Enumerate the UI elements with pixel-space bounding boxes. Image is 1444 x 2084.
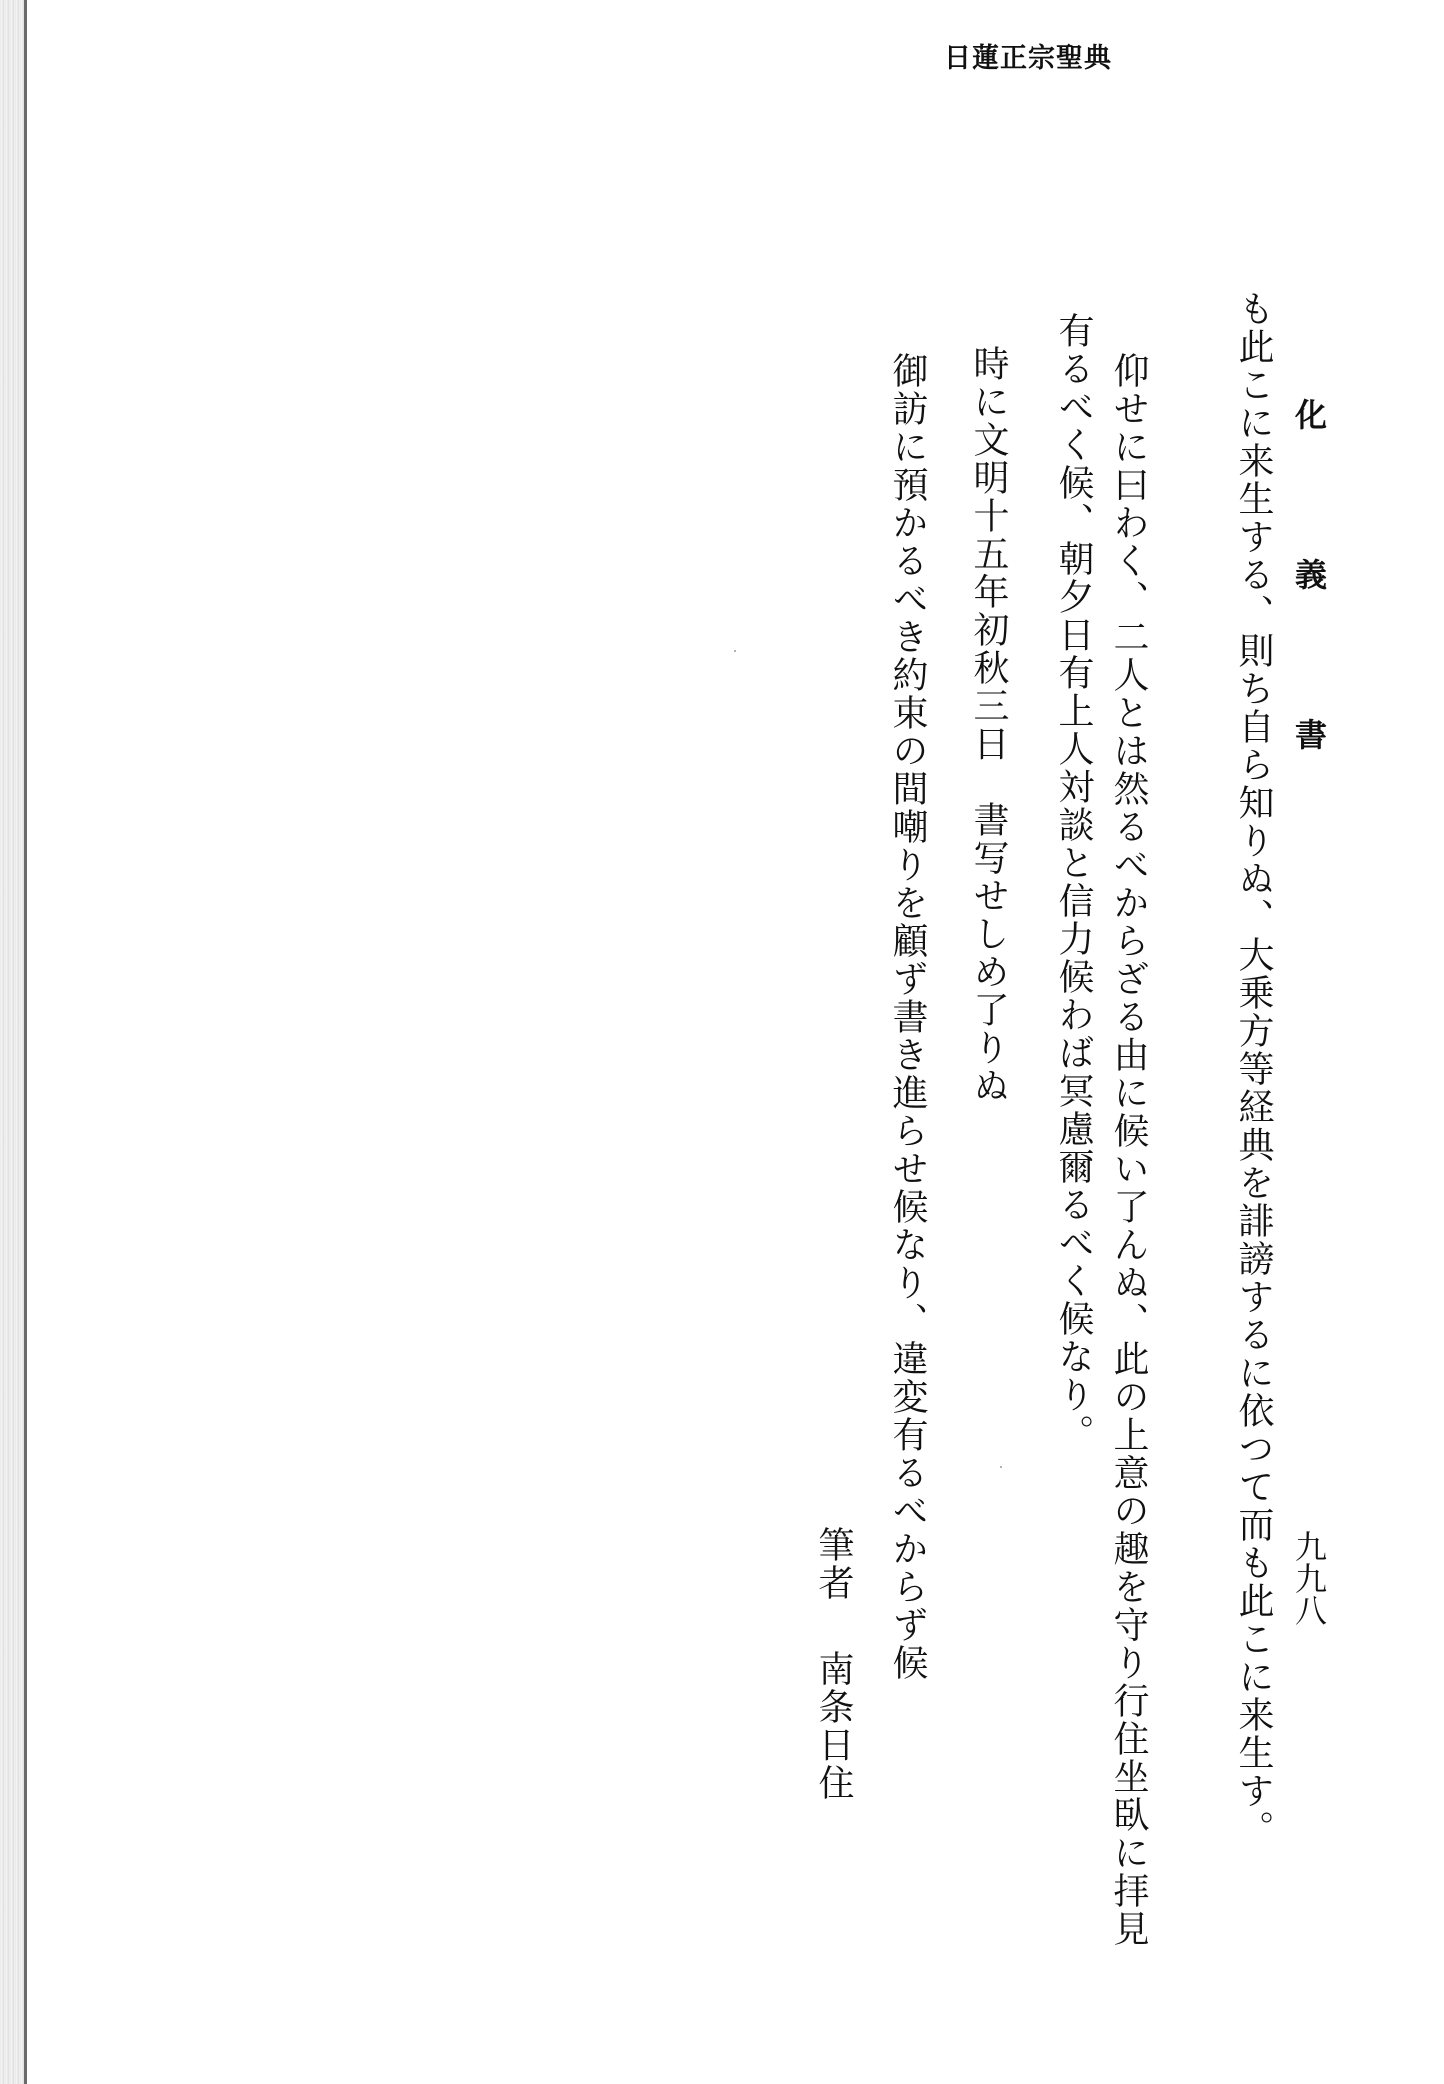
- signature-role: 筆者: [813, 1526, 854, 1602]
- binding-gutter-line: [24, 0, 27, 2084]
- text-line: 時に文明十五年初秋三日 書写せしめ了りぬ: [968, 345, 1009, 1105]
- signature-name: 南条日住: [813, 1650, 854, 1802]
- text-line: 御訪に預かるべき約束の間嘲りを顧ず書き進らせ候なり、違変有るべからず候: [887, 352, 928, 1682]
- scan-speck: [734, 650, 736, 652]
- scan-speck: [1000, 1466, 1002, 1468]
- text-line: 有るべく候、朝夕日有上人対談と信力候わば冥慮爾るべく候なり。: [1053, 312, 1094, 1452]
- text-line: 仰せに曰わく、二人とは然るべからざる由に候い了んぬ、此の上意の趣を守り行住坐臥に拝見: [1108, 352, 1149, 1948]
- running-header-title: 日蓮正宗聖典: [944, 43, 1112, 74]
- document-title: 化 義 書: [1290, 398, 1328, 798]
- book-binding-edge: [0, 0, 24, 2084]
- page-number: 九九八: [1290, 1530, 1328, 1626]
- text-line: も此こに来生する、則ち自ら知りぬ、大乗方等経典を誹謗するに依つて而も此こに来生す。: [1233, 290, 1274, 1848]
